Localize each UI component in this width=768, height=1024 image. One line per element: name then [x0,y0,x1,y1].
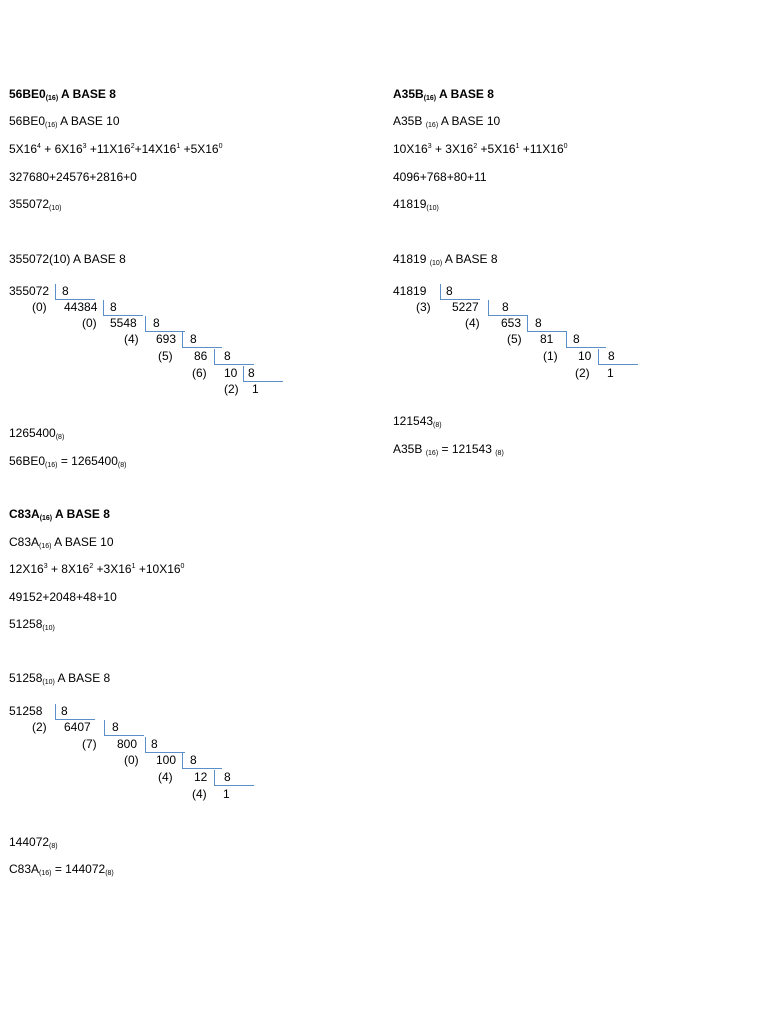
ex3-div-r4: (4) [158,770,173,784]
ex1-div-bracket-5 [243,366,244,382]
ex3-div-d0: 8 [61,704,68,718]
ex3-div-d2: 8 [151,737,158,751]
ex3-eq-a: C83A [9,862,40,876]
ex2-exp-t2: + 3X16 [431,142,474,156]
ex3-exp-t2: + 8X16 [47,562,90,576]
ex2-div-r5: (2) [575,366,590,380]
ex2-exp-s1: 3 [427,143,432,150]
ex1-div-q3: 693 [156,332,177,346]
ex3-oct-sub: (8) [49,843,58,850]
ex1-div-r2: (0) [82,316,97,330]
ex1-decimal-result [9,197,62,211]
ex3-dec-number: 51258 [9,617,43,631]
ex1-div-q0: 355072 [9,284,50,298]
ex1-base8-heading: 355072(10) A BASE 8 [9,252,126,266]
ex1-exp-s3: 2 [130,143,135,150]
ex2-div-r4: (1) [543,349,558,363]
ex3-l6-sub: (10) [42,679,55,686]
ex3-l2-tail: A BASE 10 [51,535,114,549]
ex2-l6-tail: A BASE 8 [442,252,498,266]
ex1-l2-sub: (16) [45,122,58,129]
ex1-l2-number: 56BE0 [9,114,46,128]
ex2-expansion [393,142,568,156]
ex2-l6-sub: (10) [429,260,443,267]
ex2-div-bracket-0 [440,284,441,300]
ex2-div-d1: 8 [502,300,509,314]
ex3-l6-tail: A BASE 8 [54,671,111,685]
ex1-div-q6: 1 [252,382,259,396]
ex1-exp-s1: 4 [37,143,41,150]
ex2-title-sub: (16) [423,95,437,102]
ex3-div-q2: 800 [117,737,138,751]
ex2-div-r2: (4) [465,316,480,330]
ex2-div-d0: 8 [446,284,453,298]
ex3-div-bracket-0 [55,704,56,720]
ex1-sum: 327680+24576+2816+0 [9,170,137,184]
ex2-div-d3: 8 [573,332,580,346]
ex3-div-bracket-3 [182,753,183,769]
ex3-div-r2: (7) [82,737,97,751]
ex3-title [9,507,110,521]
ex2-title [393,87,494,101]
ex3-eq-asub: (16) [39,870,52,877]
ex2-base10-heading [393,114,500,128]
ex1-div-bracket-3 [182,332,183,348]
ex3-div-bracket-2 [145,737,146,753]
ex3-final-equation [9,862,114,876]
ex3-div-q4: 12 [194,770,208,784]
ex3-div-q5: 1 [223,787,230,801]
ex2-div-bracket-1 [488,300,489,316]
ex2-div-q2: 653 [501,316,522,330]
ex2-div-q3: 81 [540,332,554,346]
ex1-div-d3: 8 [190,332,197,346]
ex2-oct-number: 121543 [393,414,434,428]
ex2-l2-number: A35B [393,114,426,128]
ex1-div-q1: 44384 [64,300,98,314]
ex3-title-number: C83A [9,507,40,521]
ex3-exp-s1: 3 [43,563,48,570]
ex3-exp-s3: 1 [131,563,136,570]
ex1-div-bracket-0 [55,284,56,300]
ex1-div-r1: (0) [32,300,47,314]
ex1-div-q2: 5548 [110,316,137,330]
ex1-div-d4: 8 [224,349,231,363]
ex1-div-r6: (2) [224,382,239,396]
ex1-oct-sub: (8) [55,434,65,441]
ex2-decimal-result [393,197,439,211]
ex3-octal-result [9,835,58,849]
ex1-exp-s4: 1 [176,143,181,150]
ex1-base10-heading [9,114,120,128]
ex2-div-q5: 1 [607,366,614,380]
ex3-div-d4: 8 [224,770,231,784]
ex2-final-equation [393,442,504,456]
ex3-l2-number: C83A [9,535,40,549]
ex2-div-d2: 8 [535,316,542,330]
ex1-exp-s5: 0 [218,143,223,150]
ex1-div-d0: 8 [62,284,69,298]
ex3-div-r5: (4) [192,787,207,801]
ex3-l6-number: 51258 [9,671,43,685]
ex2-exp-s4: 0 [563,143,568,150]
ex3-div-q1: 6407 [64,720,91,734]
ex2-div-d4: 8 [608,349,615,363]
ex1-eq-bsub: (8) [117,462,127,469]
ex3-div-d1: 8 [112,720,119,734]
ex2-exp-t4: +11X16 [519,142,564,156]
ex3-div-bracket-4 [214,770,215,786]
ex2-div-r3: (5) [507,332,522,346]
ex2-l2-sub: (16) [425,122,439,129]
ex3-base10-heading [9,535,114,549]
ex1-exp-s2: 3 [82,143,87,150]
ex2-div-bracket-4 [598,349,599,365]
ex2-div-bracket-3 [566,332,567,348]
ex3-div-q0: 51258 [9,704,43,718]
ex2-div-q4: 10 [578,349,592,363]
ex2-dec-sub: (10) [426,205,439,212]
ex2-sum: 4096+768+80+11 [393,170,487,184]
ex2-title-tail: A BASE 8 [436,87,494,101]
ex1-div-d1: 8 [110,300,117,314]
ex3-exp-s4: 0 [180,563,185,570]
ex3-exp-t3: +3X16 [93,562,132,576]
ex1-title-sub: (16) [45,95,59,102]
ex1-dec-number: 355072 [9,197,50,211]
ex1-exp-t5: +5X16 [180,142,219,156]
ex1-exp-t1: 5X16 [9,142,38,156]
ex3-div-q3: 100 [156,753,177,767]
ex1-final-equation [9,454,126,468]
ex2-title-number: A35B [393,87,424,101]
ex2-base8-heading [393,252,498,266]
ex2-eq-mid: = 121543 [438,442,496,456]
ex1-div-d5: 8 [248,366,255,380]
ex3-base8-heading [9,671,110,685]
ex3-div-bracket-1 [104,720,105,736]
ex1-title [9,87,116,101]
ex3-div-r3: (0) [124,753,139,767]
ex1-div-q5: 10 [224,366,238,380]
ex1-div-bracket-2 [145,316,146,332]
ex2-exp-t3: +5X16 [477,142,516,156]
ex1-octal-result [9,426,64,440]
ex3-decimal-result [9,617,55,631]
ex3-oct-number: 144072 [9,835,50,849]
ex1-title-number: 56BE0 [9,87,46,101]
ex3-exp-t4: +10X16 [135,562,181,576]
ex3-l2-sub: (16) [39,543,52,550]
ex1-div-q4: 86 [194,349,208,363]
ex2-l6-number: 41819 [393,252,430,266]
ex2-div-q1: 5227 [452,300,479,314]
ex3-exp-t1: 12X16 [9,562,44,576]
ex3-title-tail: A BASE 8 [52,507,110,521]
ex1-div-r5: (6) [192,366,207,380]
ex2-exp-t1: 10X16 [393,142,428,156]
ex1-div-d2: 8 [153,316,160,330]
ex2-exp-s2: 2 [473,143,478,150]
ex3-sum: 49152+2048+48+10 [9,590,117,604]
ex2-div-q0: 41819 [393,284,427,298]
ex3-div-r1: (2) [32,720,47,734]
ex2-dec-number: 41819 [393,197,427,211]
ex2-eq-asub: (16) [425,450,439,457]
ex2-exp-s3: 1 [515,143,520,150]
ex3-div-d3: 8 [190,753,197,767]
ex2-div-r1: (3) [416,300,431,314]
ex1-exp-t3: +11X16 [86,142,131,156]
ex3-title-sub: (16) [39,515,53,522]
ex2-l2-tail: A BASE 10 [438,114,501,128]
ex3-eq-mid: = 144072 [51,862,106,876]
ex1-div-bracket-4 [214,349,215,365]
ex1-title-tail: A BASE 8 [58,87,116,101]
ex3-dec-sub: (10) [42,625,55,632]
ex2-div-bracket-2 [527,316,528,332]
ex1-eq-a: 56BE0 [9,454,46,468]
ex1-exp-t4: +14X16 [134,142,177,156]
ex1-div-bracket-1 [103,300,104,316]
ex1-eq-mid: = 1265400 [57,454,118,468]
ex1-div-r3: (4) [124,332,139,346]
ex3-exp-s2: 2 [89,563,94,570]
ex1-div-r4: (5) [158,349,173,363]
ex1-dec-sub: (10) [49,205,62,212]
ex2-eq-a: A35B [393,442,426,456]
ex2-eq-bsub: (8) [495,450,504,457]
ex1-expansion [9,142,223,156]
ex3-expansion [9,562,184,576]
ex2-octal-result [393,414,442,428]
ex1-exp-t2: + 6X16 [40,142,83,156]
ex2-oct-sub: (8) [433,422,442,429]
ex3-eq-bsub: (8) [105,870,114,877]
ex1-oct-number: 1265400 [9,426,56,440]
ex1-l2-tail: A BASE 10 [57,114,120,128]
ex1-eq-asub: (16) [45,462,58,469]
